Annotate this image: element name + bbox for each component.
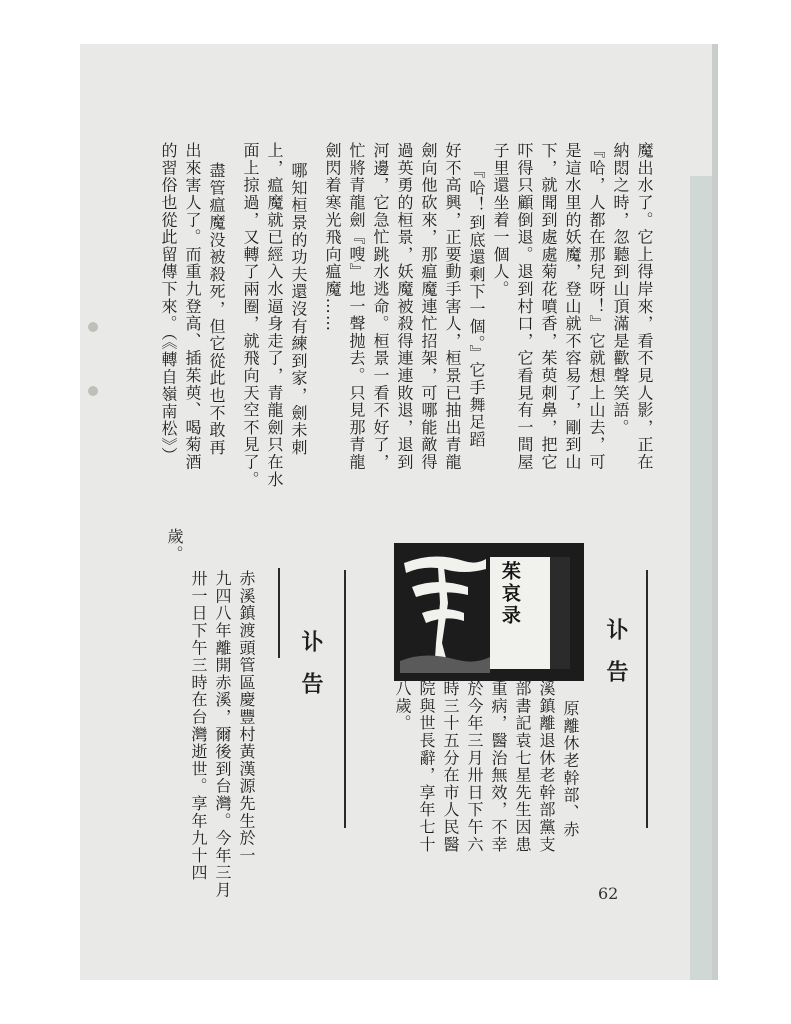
obituary-column: 歲。 <box>165 528 184 563</box>
story-column: 子里還坐着一個人。 <box>491 142 510 298</box>
punch-hole <box>88 386 98 396</box>
obituary-column: 溪鎮離退休老幹部黨支 <box>537 680 556 853</box>
story-column: 『哈，人都在那兒呀！』它就想上山去，可 <box>587 142 606 471</box>
story-column: 好不高興，正要動手害人，桓景已抽出青龍 <box>443 142 462 471</box>
story-column: 上，瘟魔就已經入水逼身走了，青龍劍只在水 <box>265 142 284 488</box>
obituary-column: 赤溪鎮渡頭管區慶豐村黃漢源先生於一 <box>237 570 256 865</box>
page-number: 62 <box>598 884 619 903</box>
section-logo <box>394 543 584 681</box>
story-column: 吓得只顧倒退。退到村口，它看見有一間屋 <box>515 142 534 471</box>
story-column: 哪知桓景的功夫還沒有練到家，劍未刺 <box>289 162 308 457</box>
obituary-column: 時三十五分在市人民醫 <box>441 680 460 853</box>
story-column: 出來害人了。而重九登高、插茱萸、喝菊酒 <box>183 142 202 471</box>
obituary-title: 讣告 <box>298 630 324 714</box>
obituary-column: 卅一日下午三時在台灣逝世。享年九十四 <box>189 570 208 882</box>
obituary-column: 部書記袁七星先生因患 <box>513 680 532 853</box>
story-column: 盡管瘟魔没被殺死，但它從此也不敢再 <box>207 162 226 457</box>
obituary-column: 於今年三月卅日下午六 <box>465 680 484 853</box>
obituary-column: 原離休老幹部、赤 <box>561 700 580 839</box>
obituary-column: 八歲。 <box>393 680 412 732</box>
obituary-column: 重病，醫治無效，不幸 <box>489 680 508 853</box>
obituary-column: 院與世長辭，享年七十 <box>417 680 436 853</box>
obituary-divider <box>646 570 648 828</box>
story-column: 劍閃着寒光飛向瘟魔…… <box>323 142 342 333</box>
story-column: 『哈！到底還剩下一個。』它手舞足蹈 <box>467 162 486 449</box>
story-column: 的習俗也從此留傳下來。（《轉自嶺南松》） <box>159 142 178 464</box>
obituary-column: 九四八年離開赤溪，爾後到台灣。今年三月 <box>213 570 232 899</box>
story-column: 納悶之時，忽聽到山頂滿是歡聲笑語。 <box>611 142 630 437</box>
story-column: 河邊，它急忙跳水逃命。桓景一看不好了， <box>371 142 390 471</box>
story-column: 過英勇的桓景，妖魔被殺得連連敗退，退到 <box>395 142 414 471</box>
pine-tree-icon <box>394 543 584 681</box>
story-column: 魔出水了。它上得岸來，看不見人影，正在 <box>635 142 654 471</box>
logo-title: 茱哀录 <box>498 561 521 627</box>
story-column: 是這水里的妖魔，登山就不容易了，剛到山 <box>563 142 582 471</box>
obituary-divider <box>278 568 280 658</box>
story-column: 劍向他砍來，那瘟魔連忙招架，可哪能敵得 <box>419 142 438 471</box>
obituary-title: 讣告 <box>603 618 629 702</box>
story-column: 下，就聞到處處菊花噴香，茱萸刺鼻，把它 <box>539 142 558 471</box>
punch-hole <box>88 322 98 332</box>
story-column: 面上掠過，又轉了兩圈，就飛向天空不見了。 <box>241 142 260 488</box>
obituary-divider <box>344 570 346 828</box>
story-column: 忙將青龍劍『嗖』地一聲抛去。只見那青龍 <box>347 142 366 471</box>
page-edge <box>712 44 718 980</box>
binding-strip <box>690 176 712 980</box>
